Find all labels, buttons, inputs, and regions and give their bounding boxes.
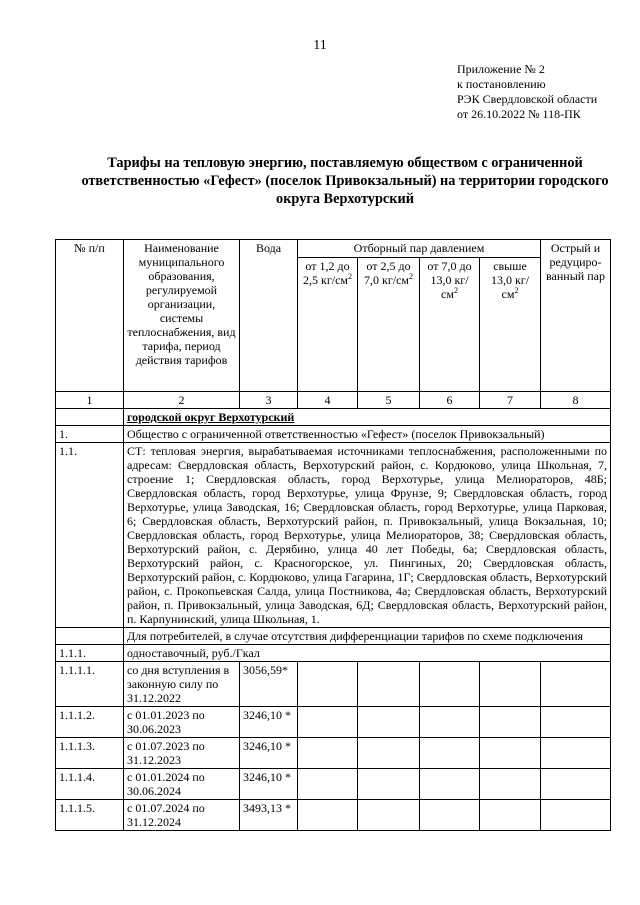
header-steam-1: от 1,2 до 2,5 $кг/см^2$ — [298, 258, 358, 392]
column-number-row — [56, 392, 611, 409]
table-row — [56, 800, 611, 831]
tariff-table — [55, 239, 611, 831]
organization-row — [56, 426, 611, 443]
header-water: Вода — [240, 240, 298, 392]
header-steam-2: от 2,5 до 7,0 $кг/см^2$ — [358, 258, 420, 392]
row-water-value: 3246,10 * — [240, 769, 298, 800]
header-name: Наименование муниципального образования, регулируемой организации, системы теплоснабжения, вид тарифа, период действия тарифов — [124, 240, 240, 392]
appendix-note — [457, 62, 597, 122]
header-steam-group: Отборный пар давлением — [298, 240, 541, 258]
row-water-value: 3246,10 * — [240, 707, 298, 738]
row-period: с 01.01.2024 по 30.06.2024 — [124, 769, 240, 800]
appendix-line: от 26.10.2022 № 118-ПК — [457, 107, 581, 121]
table-row — [56, 738, 611, 769]
row-num: 1.1.1.5. — [56, 800, 124, 831]
row-water-value: 3246,10 * — [240, 738, 298, 769]
table-row — [56, 707, 611, 738]
col-number: 8 — [541, 392, 611, 409]
row-num: 1.1.1.1. — [56, 662, 124, 707]
document-title: Тарифы на тепловую энергию, поставляемую обществом с ограниченной ответственностью «Гефест» (поселок Привокзальный) на территории городского округа Верхотурский — [81, 155, 609, 207]
col-number: 4 — [298, 392, 358, 409]
header-steam-3: от 7,0 до 13,0 $кг/см^2$ — [420, 258, 480, 392]
district-row — [56, 409, 611, 426]
system-row — [56, 443, 611, 628]
row-water-value: 3493,13 * — [240, 800, 298, 831]
row-period: со дня вступления в законную силу по 31.12.2022 — [124, 662, 240, 707]
header-num: № п/п — [56, 240, 124, 392]
row-water-value: 3056,59* — [240, 662, 298, 707]
col-number: 2 — [124, 392, 240, 409]
col-number: 3 — [240, 392, 298, 409]
system-description: СТ: тепловая энергия, вырабатываемая источниками теплоснабжения, расположенными по адресам: Свердловская область, Верхотурский район, с. Кордюково, улица Школьная, 7, строение 1; Свердловская область, город Верхотурье, улица Мелиораторов, 48Б; Свердловская область, город Верхотурье, улица Фрунзе, 9; Свердловская область, город Верхотурье, улица Заводская, 16; Свердловская область, город Верхотурье, улица Парковая, 6; Свердловская область, Верхотурский район, п. Привокзальный, улица Вокзальная, 10; Свердловская область, город Верхотурье, улица Мелиораторов, 38; Свердловская область, Верхотурский район, с. Дерябино, улица 40 лет Победы, 6а; Свердловская область, Верхотурский район, с. Красногорское, ул. Пингиных, 20; Свердловская область, Верхотурский район, с. Кордюково, улица Гагарина, 1Г; Свердловская область, Верхотурский район, с. Прокопьевская Салда, улица Постникова, 4а; Свердловская область, Верхотурский район, п. Привокзальный, улица Заводская, 6Д; Свердловская область, Верхотурский район, п. Карпунинский, улица Школьная, 1. — [124, 443, 611, 628]
appendix-line: РЭК Свердловской области — [457, 92, 598, 106]
district-name: городской округ Верхотурский — [124, 409, 611, 426]
tariff-type-row — [56, 645, 611, 662]
table-row — [56, 769, 611, 800]
organization-name: Общество с ограниченной ответственностью «Гефест» (поселок Привокзальный) — [124, 426, 611, 443]
header-sharp-steam: Острый и редуциро-ванный пар — [541, 240, 611, 392]
appendix-line: Приложение № 2 — [457, 62, 545, 76]
row-num: 1. — [56, 426, 124, 443]
consumers-row — [56, 628, 611, 645]
col-number: 7 — [480, 392, 541, 409]
row-period: с 01.07.2023 по 31.12.2023 — [124, 738, 240, 769]
table-header-row — [56, 240, 611, 258]
header-steam-4: свыше 13,0 $кг/см^2$ — [480, 258, 541, 392]
row-num: 1.1.1. — [56, 645, 124, 662]
row-num: 1.1.1.2. — [56, 707, 124, 738]
appendix-line: к постановлению — [457, 77, 546, 91]
row-num: 1.1.1.4. — [56, 769, 124, 800]
consumers-description: Для потребителей, в случае отсутствия дифференциации тарифов по схеме подключения — [124, 628, 611, 645]
col-number: 1 — [56, 392, 124, 409]
row-period: с 01.07.2024 по 31.12.2024 — [124, 800, 240, 831]
table-row — [56, 662, 611, 707]
row-num: 1.1. — [56, 443, 124, 628]
tariff-type: одноставочный, руб./Гкал — [124, 645, 611, 662]
page-number: 11 — [313, 38, 327, 53]
col-number: 5 — [358, 392, 420, 409]
col-number: 6 — [420, 392, 480, 409]
row-num: 1.1.1.3. — [56, 738, 124, 769]
row-period: с 01.01.2023 по 30.06.2023 — [124, 707, 240, 738]
